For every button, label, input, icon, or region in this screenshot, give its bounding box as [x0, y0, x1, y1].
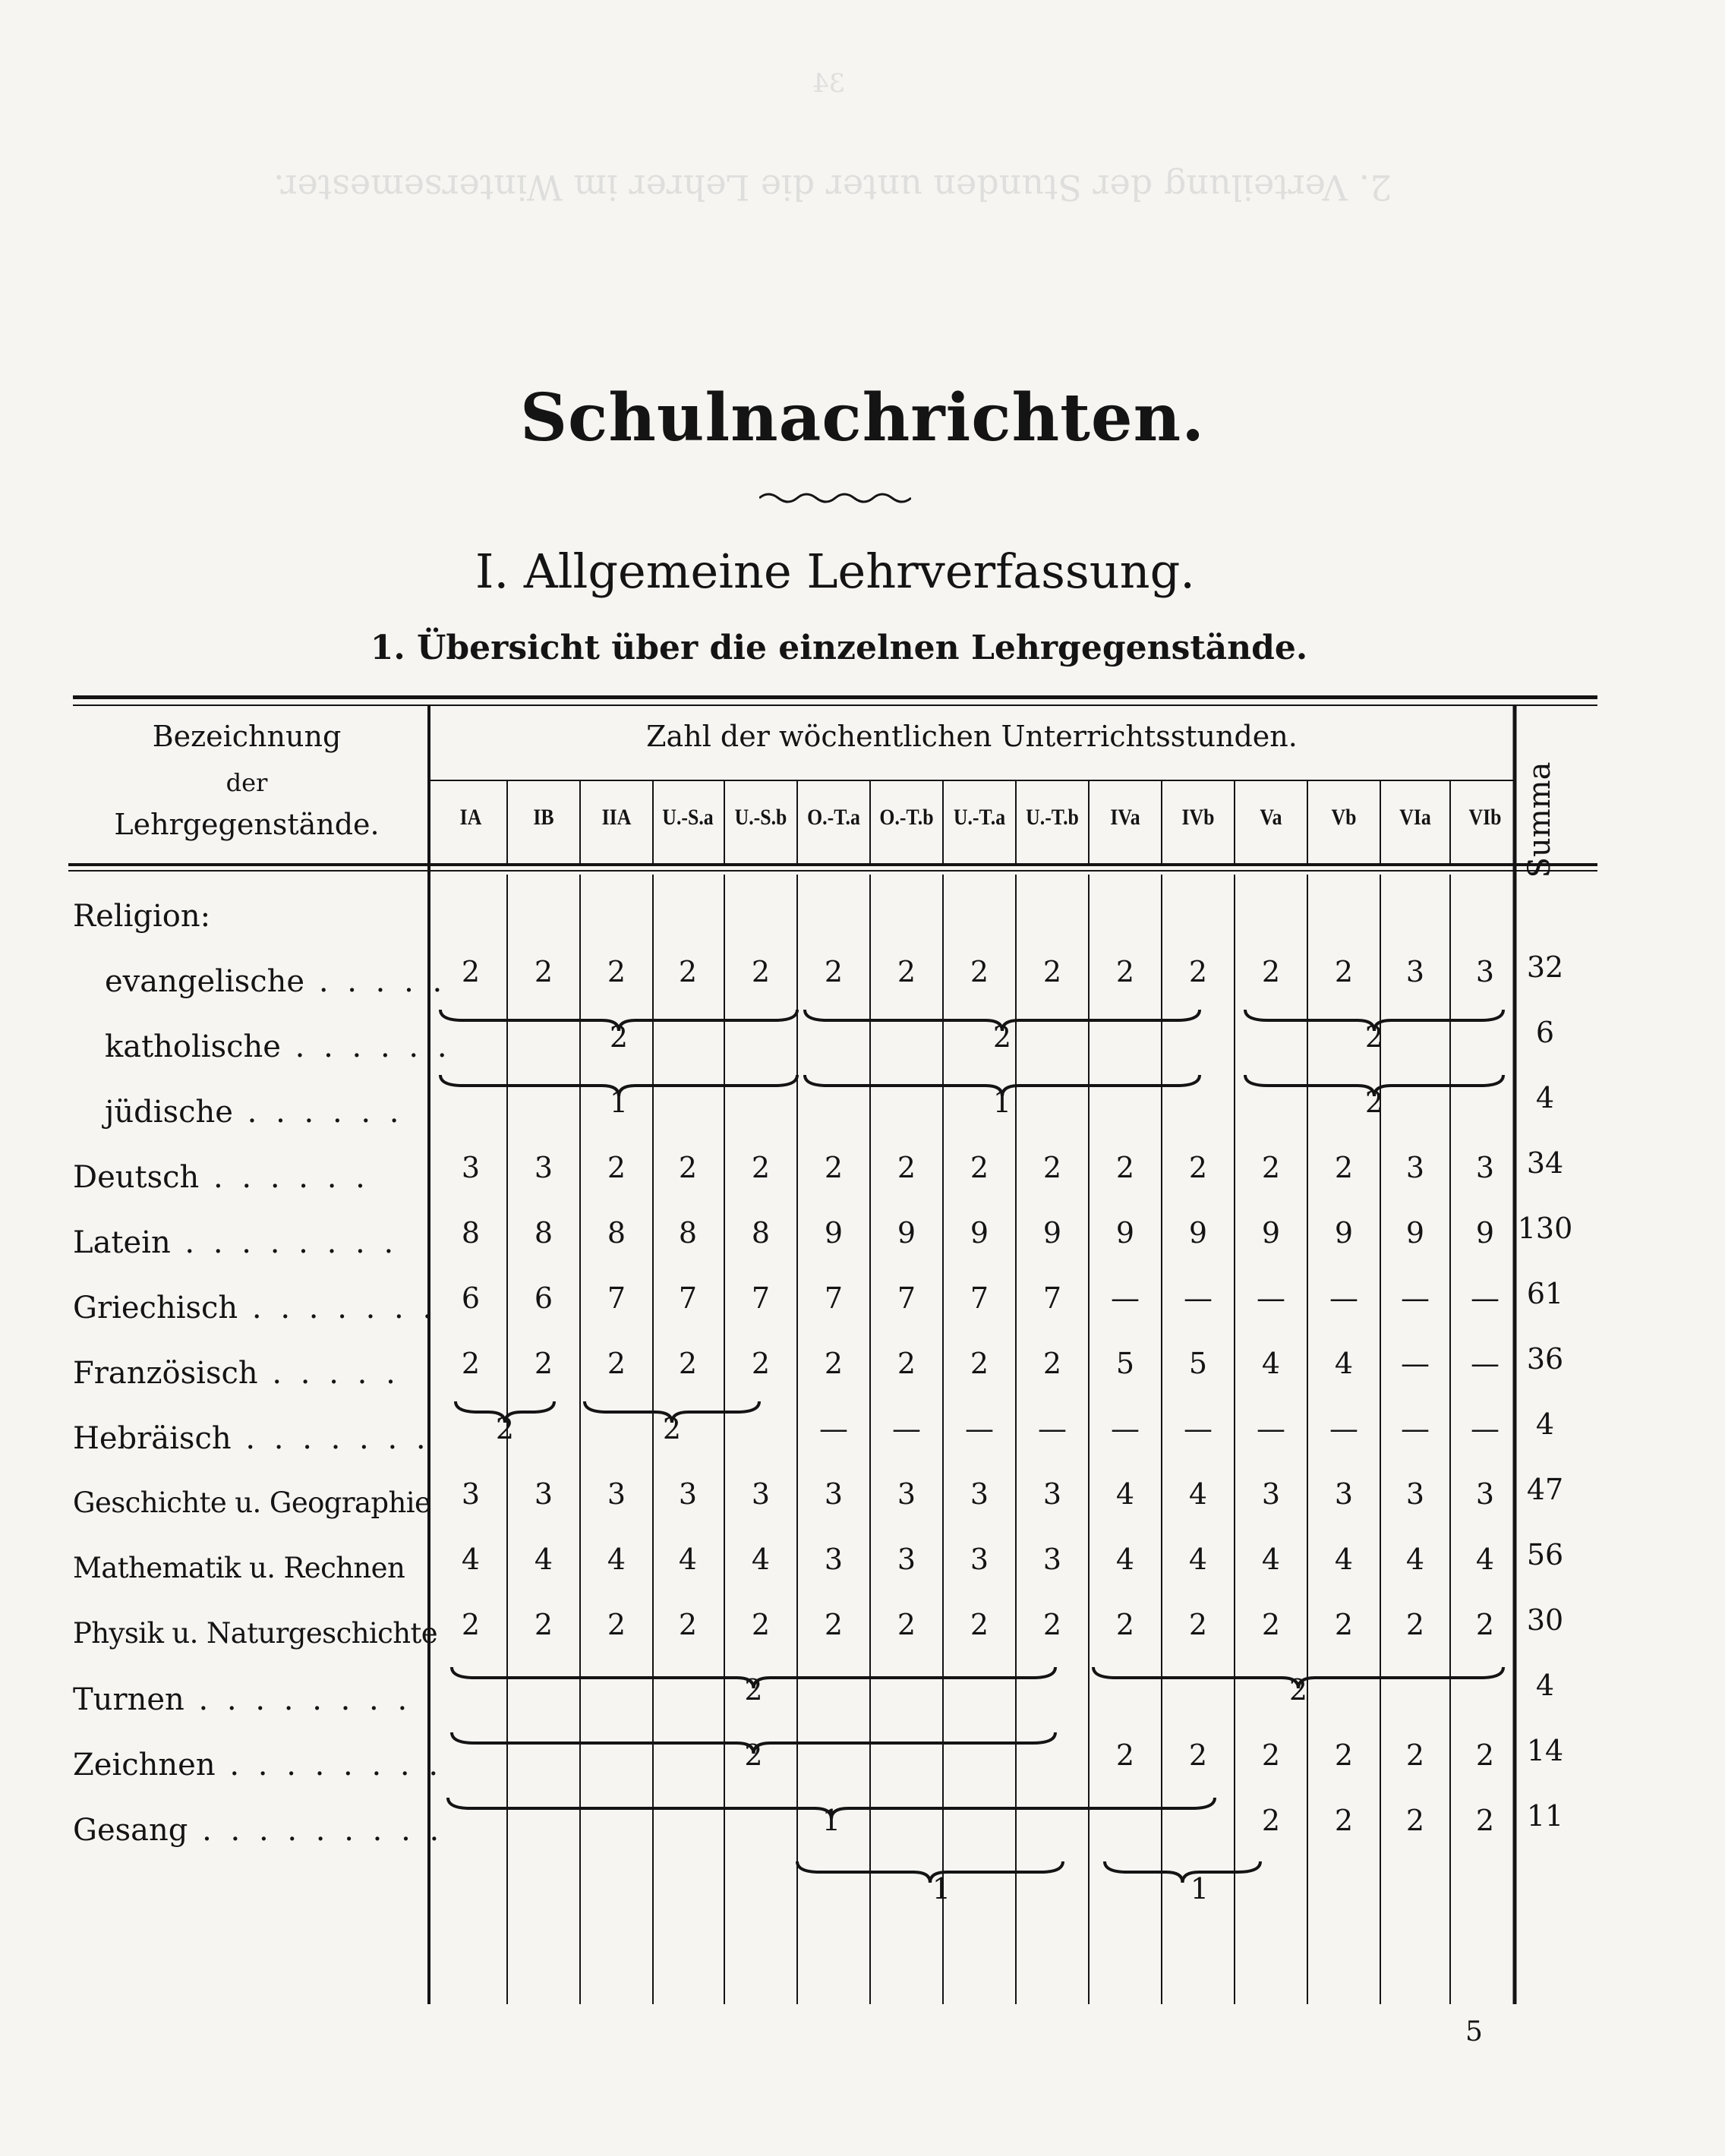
table-cell: — — [1111, 1412, 1140, 1445]
table-cell: 2 — [1475, 1608, 1495, 1641]
show-through-heading: 2. Verteilung der Stunden unter die Lehrer im Wintersemester. — [273, 167, 1392, 208]
table-cell: 9 — [1115, 1216, 1135, 1250]
leader-dots: . . . . . . — [232, 1095, 404, 1130]
row-sum: 30 — [1526, 1603, 1564, 1637]
table-cell: 4 — [607, 1543, 626, 1576]
leader-dots: . . . . . . . . . — [188, 1813, 444, 1848]
table-cell: 3 — [1405, 1477, 1425, 1511]
table-cell: 2 — [678, 1608, 698, 1641]
table-cell: 2 — [1334, 955, 1354, 988]
table-cell: 3 — [1405, 1151, 1425, 1184]
row-label-text: evangelische — [105, 964, 305, 999]
table-cell: 3 — [534, 1151, 553, 1184]
table-cell: 3 — [897, 1543, 916, 1576]
table-cell: 2 — [678, 1151, 698, 1184]
class-header-vb: Vb — [1331, 805, 1357, 830]
table-cell: 3 — [970, 1543, 989, 1576]
table-cell: 3 — [970, 1477, 989, 1511]
row-label-text: Gesang — [73, 1813, 188, 1848]
row-label-text: Latein — [73, 1225, 171, 1260]
table-cell: — — [1471, 1412, 1500, 1445]
table-cell: 2 — [607, 1608, 626, 1641]
row-sum: 4 — [1535, 1081, 1555, 1114]
leader-dots: . . . . . . . . — [184, 1682, 412, 1717]
table-cell: 2 — [1261, 1804, 1281, 1837]
table-cell: 9 — [1261, 1216, 1281, 1250]
grouped-value-sub: 1 — [932, 1872, 951, 1905]
table-cell: 7 — [607, 1281, 626, 1315]
table-cell: 2 — [1334, 1804, 1354, 1837]
row-sum: 61 — [1526, 1277, 1564, 1310]
table-cell: — — [1329, 1412, 1358, 1445]
table-cell: 5 — [1115, 1347, 1135, 1380]
brace-gesang-1 — [448, 1798, 1215, 1819]
table-cell: 3 — [1405, 955, 1425, 988]
table-cell: 4 — [1115, 1543, 1135, 1576]
table-cell: 2 — [970, 1151, 989, 1184]
table-cell: 2 — [607, 1151, 626, 1184]
brace-turnen-2 — [1093, 1667, 1503, 1688]
table-cell: 7 — [678, 1281, 698, 1315]
table-cell: 7 — [751, 1281, 771, 1315]
leader-dots: . . . . . . — [280, 1029, 452, 1064]
table-cell: 4 — [1115, 1477, 1135, 1511]
table-cell: 2 — [1188, 1738, 1208, 1772]
table-cell: 2 — [1042, 955, 1062, 988]
table-cell: 2 — [1188, 1608, 1208, 1641]
table-cell: — — [1471, 1347, 1500, 1380]
grouped-value: 2 — [744, 1738, 763, 1772]
table-cell: 2 — [1042, 1608, 1062, 1641]
table-cell: 2 — [897, 1347, 916, 1380]
brace-zeichnen-1 — [452, 1732, 1055, 1754]
table-cell: 2 — [1115, 1608, 1135, 1641]
class-header-via: VIa — [1399, 805, 1431, 830]
table-cell: 7 — [1042, 1281, 1062, 1315]
grouped-value: 2 — [744, 1673, 763, 1707]
row-label-text: Griechisch — [73, 1291, 238, 1325]
brace-katholisch-1 — [440, 1010, 797, 1031]
row-sum: 32 — [1526, 950, 1564, 984]
brace-juedisch-3 — [1245, 1075, 1503, 1096]
table-cell: 3 — [1475, 1151, 1495, 1184]
table-cell: 7 — [824, 1281, 844, 1315]
table-cell: 2 — [461, 1347, 481, 1380]
table-cell: 3 — [1042, 1543, 1062, 1576]
table-cell: 4 — [678, 1543, 698, 1576]
table-cell: 4 — [751, 1543, 771, 1576]
section-heading: I. Allgemeine Lehrverfassung. — [475, 544, 1195, 599]
table-cell: 3 — [1334, 1477, 1354, 1511]
grouped-value: 2 — [1364, 1086, 1384, 1119]
row-sum: 4 — [1535, 1669, 1555, 1702]
row-sum: 14 — [1526, 1734, 1564, 1767]
table-cell: 4 — [1405, 1543, 1425, 1576]
table-cell: 4 — [1261, 1543, 1281, 1576]
table-cell: 5 — [1188, 1347, 1208, 1380]
table-cell: 2 — [1261, 1151, 1281, 1184]
table-cell: 3 — [607, 1477, 626, 1511]
table-cell: 2 — [1475, 1738, 1495, 1772]
table-cell: 2 — [1334, 1608, 1354, 1641]
table-cell: 2 — [897, 1608, 916, 1641]
row-label-text: katholische — [105, 1029, 281, 1064]
leader-dots: . . . . . — [304, 964, 447, 999]
leader-dots: . . . . . . — [199, 1160, 370, 1195]
table-cell: 2 — [970, 1347, 989, 1380]
table-cell: 4 — [1188, 1477, 1208, 1511]
table-cell: 2 — [1115, 955, 1135, 988]
row-sum: 34 — [1526, 1146, 1564, 1180]
table-cell: 2 — [1405, 1804, 1425, 1837]
brace-juedisch-2 — [805, 1075, 1200, 1096]
class-header-iia: IIA — [601, 805, 632, 830]
row-sum: 11 — [1526, 1799, 1564, 1833]
row-label-text: jüdische — [105, 1095, 233, 1130]
leader-dots: . . . . . . . . — [170, 1225, 399, 1260]
table-cell: 4 — [1261, 1347, 1281, 1380]
table-cell: 2 — [824, 1151, 844, 1184]
table-cell: 4 — [461, 1543, 481, 1576]
brace-hebraeisch-1 — [456, 1401, 554, 1423]
table-cell: 8 — [534, 1216, 553, 1250]
table-cell: 4 — [1334, 1543, 1354, 1576]
row-sum: 47 — [1526, 1473, 1564, 1506]
table-cell: — — [1184, 1412, 1213, 1445]
table-cell: 8 — [461, 1216, 481, 1250]
show-through-page-number: 34 — [812, 68, 846, 99]
table-cell: — — [1471, 1281, 1500, 1315]
table-cell: 3 — [824, 1543, 844, 1576]
table-cell: — — [1329, 1281, 1358, 1315]
table-cell: 4 — [534, 1543, 553, 1576]
table-cell: 9 — [1334, 1216, 1354, 1250]
table-cell: 2 — [1405, 1608, 1425, 1641]
table-cell: 3 — [461, 1151, 481, 1184]
table-cell: 9 — [1188, 1216, 1208, 1250]
table-cell: 9 — [1405, 1216, 1425, 1250]
subject-column-header-line3: Lehrgegenstände. — [114, 808, 380, 841]
class-header-ota: O.-T.a — [807, 805, 860, 830]
table-cell: 2 — [1261, 955, 1281, 988]
subsection-heading: 1. Übersicht über die einzelnen Lehrgegenstände. — [370, 629, 1308, 667]
row-sum: 4 — [1535, 1407, 1555, 1441]
subject-column-header-line1: Bezeichnung — [152, 720, 342, 753]
table-cell: 9 — [824, 1216, 844, 1250]
grouped-value: 2 — [1288, 1673, 1308, 1707]
class-header-ia: IA — [459, 805, 482, 830]
class-header-otb: O.-T.b — [879, 805, 934, 830]
row-label-text: Französisch — [73, 1356, 258, 1391]
class-header-usa: U.-S.a — [662, 805, 714, 830]
brace-juedisch-1 — [440, 1075, 797, 1096]
class-header-uta: U.-T.a — [953, 805, 1006, 830]
row-label-text: Deutsch — [73, 1160, 200, 1195]
table-cell: 2 — [751, 1347, 771, 1380]
table-cell: 9 — [1042, 1216, 1062, 1250]
table-cell: 4 — [1188, 1543, 1208, 1576]
table-cell: 2 — [1261, 1608, 1281, 1641]
table-cell: 7 — [897, 1281, 916, 1315]
table-cell: 2 — [461, 1608, 481, 1641]
grouped-value: 2 — [495, 1412, 515, 1445]
brace-turnen-1 — [452, 1667, 1055, 1688]
class-header-ivb: IVb — [1181, 805, 1215, 830]
table-cell: 2 — [1475, 1804, 1495, 1837]
summa-column-header: Summa — [1522, 761, 1557, 878]
table-cell: 8 — [607, 1216, 626, 1250]
table-cell: 2 — [607, 955, 626, 988]
table-cell: 6 — [461, 1281, 481, 1315]
table-cell: 9 — [897, 1216, 916, 1250]
table-cell: — — [1257, 1412, 1285, 1445]
table-cell: 2 — [1188, 955, 1208, 988]
table-cell: — — [1184, 1281, 1213, 1315]
table-cell: 2 — [824, 1347, 844, 1380]
row-label-text: Religion: — [73, 899, 211, 934]
table-cell: 8 — [678, 1216, 698, 1250]
hours-column-header: Zahl der wöchentlichen Unterrichtsstunden. — [646, 720, 1298, 753]
table-cell: 2 — [1115, 1738, 1135, 1772]
leader-dots: . . . . . . . — [231, 1421, 430, 1456]
grouped-value: 1 — [609, 1086, 629, 1119]
table-cell: 3 — [1475, 955, 1495, 988]
table-cell: 4 — [1334, 1347, 1354, 1380]
grouped-value: 2 — [609, 1020, 629, 1054]
table-cell: 2 — [534, 1347, 553, 1380]
table-cell: 2 — [1188, 1151, 1208, 1184]
table-cell: 9 — [1475, 1216, 1495, 1250]
table-cell: 2 — [1261, 1738, 1281, 1772]
class-header-iva: IVa — [1110, 805, 1140, 830]
table-cell: 2 — [1042, 1151, 1062, 1184]
table-cell: 7 — [970, 1281, 989, 1315]
table-cell: 2 — [1405, 1738, 1425, 1772]
table-cell: 2 — [461, 955, 481, 988]
table-cell: 3 — [461, 1477, 481, 1511]
table-cell: 8 — [751, 1216, 771, 1250]
table-cell: 9 — [970, 1216, 989, 1250]
row-label-text: Physik u. Naturgeschichte — [73, 1617, 438, 1650]
brace-gesang-2 — [797, 1861, 1063, 1883]
table-cell: — — [1401, 1347, 1430, 1380]
table-cell: 2 — [751, 955, 771, 988]
table-cell: — — [892, 1412, 921, 1445]
subject-column-header-line2: der — [225, 768, 268, 797]
table-cell: 2 — [1334, 1738, 1354, 1772]
leader-dots: . . . . . — [257, 1356, 400, 1391]
table-cell: 2 — [607, 1347, 626, 1380]
table-cell: 4 — [1475, 1543, 1495, 1576]
table-cell: 2 — [678, 955, 698, 988]
table-cell: — — [1257, 1281, 1285, 1315]
table-cell: 2 — [534, 1608, 553, 1641]
grouped-value: 2 — [662, 1412, 682, 1445]
table-cell: 2 — [534, 955, 553, 988]
table-cell: — — [1111, 1281, 1140, 1315]
table-cell: 6 — [534, 1281, 553, 1315]
brace-hebraeisch-2 — [585, 1401, 759, 1423]
table-cell: 2 — [1334, 1151, 1354, 1184]
table-cell: 3 — [824, 1477, 844, 1511]
table-cell: 2 — [751, 1608, 771, 1641]
grouped-value: 1 — [992, 1086, 1012, 1119]
row-label-text: Geschichte u. Geographie — [73, 1486, 431, 1519]
row-label-text: Zeichnen — [73, 1748, 216, 1782]
table-cell: 3 — [678, 1477, 698, 1511]
class-header-utb: U.-T.b — [1026, 805, 1079, 830]
table-cell: — — [819, 1412, 848, 1445]
brace-gesang-3 — [1105, 1861, 1260, 1883]
row-sum: 130 — [1517, 1212, 1573, 1245]
row-label-text: Turnen — [73, 1682, 184, 1717]
class-header-va: Va — [1260, 805, 1282, 830]
class-header-usb: U.-S.b — [734, 805, 787, 830]
table-cell: 3 — [1475, 1477, 1495, 1511]
grouped-value: 2 — [1364, 1020, 1384, 1054]
table-cell: 3 — [1261, 1477, 1281, 1511]
leader-dots: . . . . . . . . — [215, 1748, 443, 1782]
table-cell: — — [1401, 1281, 1430, 1315]
table-cell: 2 — [897, 1151, 916, 1184]
grouped-value: 1 — [822, 1804, 841, 1837]
table-cell: 2 — [1042, 1347, 1062, 1380]
row-sum: 6 — [1535, 1016, 1555, 1049]
grouped-value: 2 — [992, 1020, 1012, 1054]
page-number: 5 — [1465, 2016, 1483, 2047]
table-cell: 3 — [751, 1477, 771, 1511]
table-cell: 2 — [751, 1151, 771, 1184]
table-cell: 3 — [534, 1477, 553, 1511]
table-cell: — — [965, 1412, 994, 1445]
brace-katholisch-3 — [1245, 1010, 1503, 1031]
row-label-text: Mathematik u. Rechnen — [73, 1552, 405, 1584]
table-cell: 2 — [678, 1347, 698, 1380]
table-cell: 2 — [824, 955, 844, 988]
grouped-value-sub: 1 — [1190, 1872, 1209, 1905]
leader-dots: . . . . . . . — [238, 1291, 437, 1325]
table-cell: — — [1038, 1412, 1067, 1445]
class-header-ib: IB — [533, 805, 554, 830]
table-cell: 3 — [1042, 1477, 1062, 1511]
table-cell: 2 — [824, 1608, 844, 1641]
table-cell: 3 — [897, 1477, 916, 1511]
table-cell: 2 — [970, 1608, 989, 1641]
row-sum: 36 — [1526, 1342, 1564, 1376]
table-cell: 2 — [1115, 1151, 1135, 1184]
row-sum: 56 — [1526, 1538, 1564, 1571]
page-title: Schulnachrichten. — [519, 380, 1206, 456]
table-cell: 2 — [897, 955, 916, 988]
table-cell: 2 — [970, 955, 989, 988]
table-cell: — — [1401, 1412, 1430, 1445]
row-label-text: Hebräisch — [73, 1421, 232, 1456]
class-header-vib: VIb — [1468, 805, 1502, 830]
brace-katholisch-2 — [805, 1010, 1200, 1031]
